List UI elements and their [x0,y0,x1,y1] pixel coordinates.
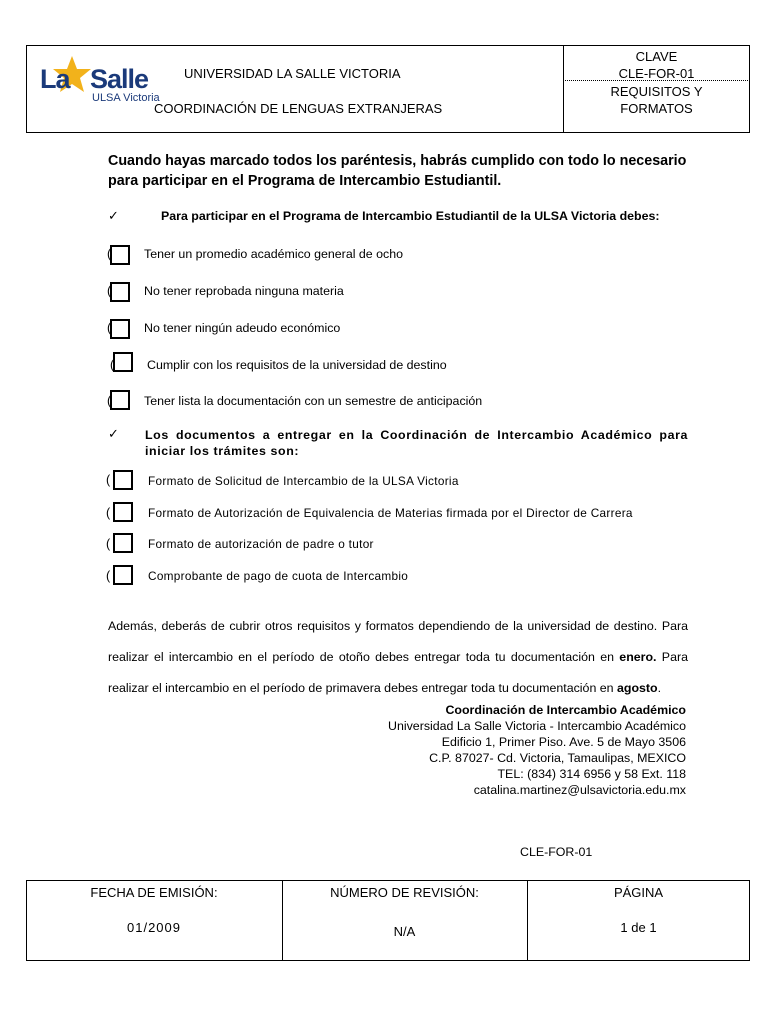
checkbox-document-1[interactable] [113,470,133,490]
paren-left: ( [106,506,111,520]
checkbox-requirement-2[interactable] [110,282,130,302]
paragraph-bold-month: agosto [617,681,658,695]
clave-value: CLE-FOR-01 [618,66,695,81]
document-item: Formato de autorización de padre o tutor [148,537,374,551]
paragraph-text: . [657,681,662,695]
paren-left: ( [107,247,112,261]
checkmark-icon: ✓ [108,426,119,441]
deadlines-paragraph [108,611,688,704]
checkbox-requirement-5[interactable] [110,390,130,410]
fecha-value: 01/2009 [127,920,181,935]
department-name: COORDINACIÓN DE LENGUAS EXTRANJERAS [154,101,443,116]
doc-title-line-2: FORMATOS [620,101,693,116]
contact-email[interactable]: catalina.martinez@ulsavictoria.edu.mx [473,783,686,797]
logo-text-la: La [40,64,70,94]
logo-subtitle: ULSA Victoria [92,92,160,104]
document-item: Formato de Autorización de Equivalencia de Materias firmada por el Director de Carrera [148,506,633,520]
checkbox-document-2[interactable] [113,502,133,522]
contact-line: Universidad La Salle Victoria - Intercambio Académico [388,719,686,733]
requirement-item: No tener ningún adeudo económico [144,321,341,335]
revision-label: NÚMERO DE REVISIÓN: [330,885,479,900]
contact-line: C.P. 87027- Cd. Victoria, Tamaulipas, MEXICO [429,751,686,765]
doc-title-line-1: REQUISITOS Y [610,84,703,99]
paragraph-text: Para realizar el intercambio en el período de primavera debes entregar toda tu documentación en [108,650,688,695]
paren-left: ( [106,473,111,487]
checkmark-icon: ✓ [108,208,119,223]
checkbox-document-3[interactable] [113,533,133,553]
section2-title: Los documentos a entregar en la Coordinación de Intercambio Académico para iniciar los trámites son: [145,428,688,458]
intro-text: Cuando hayas marcado todos los paréntesis, habrás cumplido con todo lo necesario para participar en el Programa de Intercambio Estudiantil. [108,153,687,189]
fecha-label: FECHA DE EMISIÓN: [90,885,218,900]
revision-value: N/A [393,924,416,939]
checkbox-requirement-3[interactable] [110,319,130,339]
contact-title: Coordinación de Intercambio Académico [445,703,686,717]
paren-left: ( [106,537,111,551]
paren-left: ( [107,321,112,335]
paren-left: ( [107,394,112,408]
paren-left: ( [106,569,111,583]
requirement-item: No tener reprobada ninguna materia [144,284,344,298]
paragraph-text: Además, deberás de cubrir otros requisitos y formatos dependiendo de la universidad de destino. Para realizar el intercambio en el período de otoño debes entregar toda tu documentación en [108,619,688,664]
section1-title: Para participar en el Programa de Intercambio Estudiantil de la ULSA Victoria debes: [161,209,660,223]
contact-line: Edificio 1, Primer Piso. Ave. 5 de Mayo 3506 [441,735,686,749]
document-item: Formato de Solicitud de Intercambio de la ULSA Victoria [148,474,459,488]
pagina-label: PÁGINA [613,885,664,900]
paragraph-bold-month: enero. [619,650,657,664]
contact-block [388,702,686,798]
paren-left: ( [110,358,115,372]
requirement-item: Cumplir con los requisitos de la universidad de destino [147,358,447,372]
requirement-item: Tener un promedio académico general de ocho [144,247,403,261]
document-item: Comprobante de pago de cuota de Intercambio [148,569,409,583]
footer-form-code: CLE-FOR-01 [520,845,593,859]
requirement-item: Tener lista la documentación con un semestre de anticipación [144,394,483,408]
university-name: UNIVERSIDAD LA SALLE VICTORIA [184,66,401,81]
pagina-value: 1 de 1 [620,920,657,935]
checkbox-document-4[interactable] [113,565,133,585]
logo-text-salle: Salle [90,64,149,94]
contact-phone: TEL: (834) 314 6956 y 58 Ext. 118 [497,767,686,781]
clave-label: CLAVE [635,49,678,64]
paren-left: ( [107,284,112,298]
checkbox-requirement-4[interactable] [113,352,133,372]
checkbox-requirement-1[interactable] [110,245,130,265]
